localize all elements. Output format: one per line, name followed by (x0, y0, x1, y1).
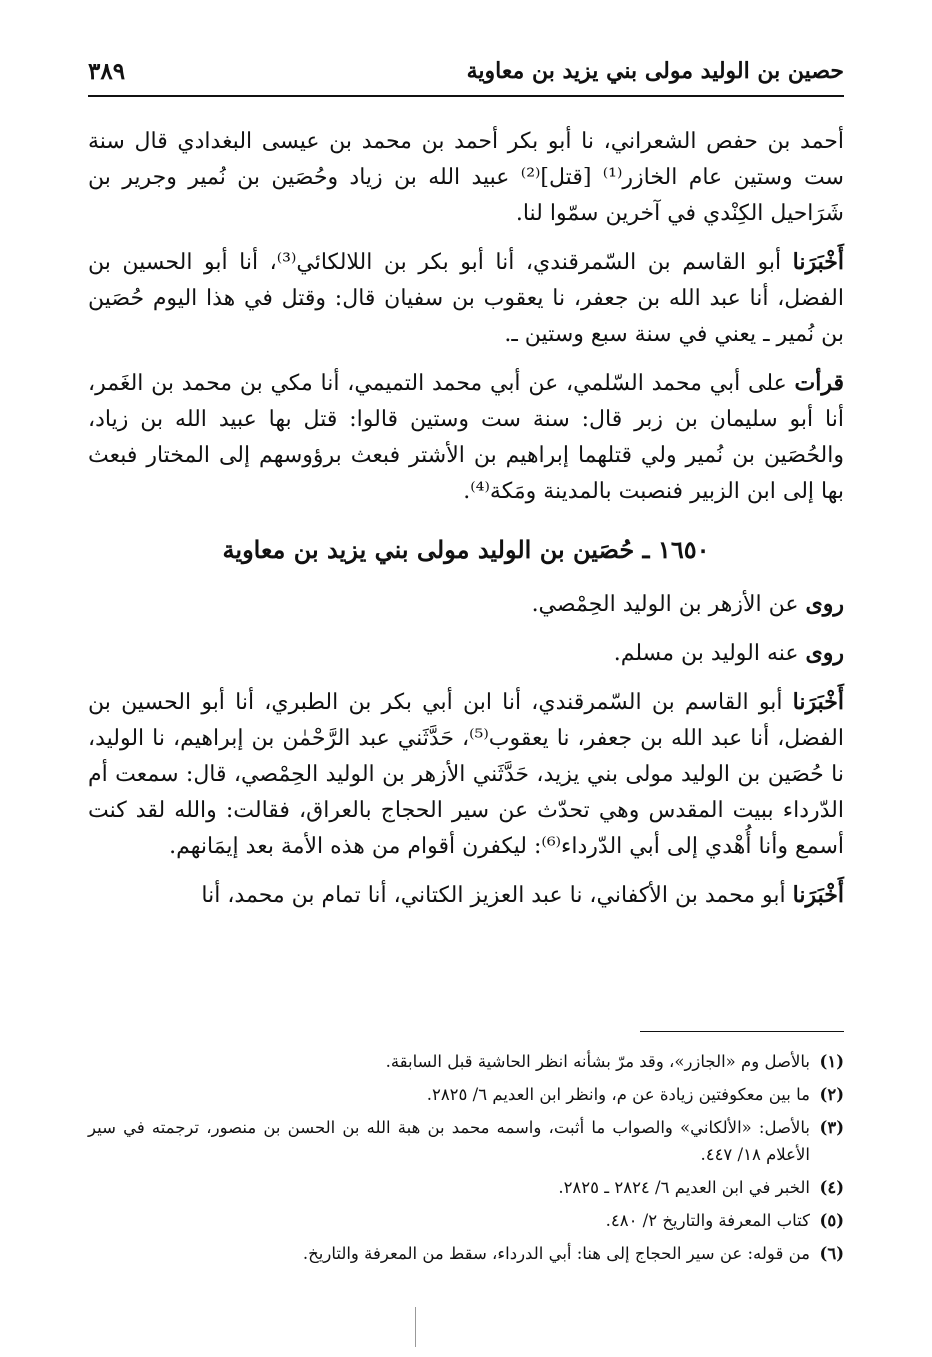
paragraph-1 (88, 124, 844, 232)
paragraph-7-lead: أَخْبَرَنا (792, 882, 844, 908)
paragraph-7-text: أبو محمد بن الأكفاني، نا عبد العزيز الكتاني، أنا تمام بن محمد، أنا (201, 883, 786, 908)
footnote-text: بالأصل وم «الجازر»، وقد مرّ بشأنه انظر الحاشية قبل السابقة. (385, 1052, 810, 1071)
paragraph-7 (88, 877, 844, 914)
footnote-text: كتاب المعرفة والتاريخ ٢/ ٤٨٠. (605, 1211, 810, 1230)
footnote-text: ما بين معكوفتين زيادة عن م، وانظر ابن العديم ٦/ ٢٨٢٥. (426, 1085, 810, 1104)
footnote-4 (88, 1174, 844, 1201)
paragraph-3-text: على أبي محمد السّلمي، عن أبي محمد التميمي، أنا مكي بن محمد بن الغَمر، أنا أبو سليمان بن زبر قال: سنة ست وستين قالوا: قتل بها عبيد الله بن زياد، والحُصَين بن نُمير ولي قتلهما إبراهيم بن الأشتر فبعث برؤوسهم إلى المختار فبعث بها إلى ابن الزبير فنصبت بالمدينة ومَكة⁽⁴⁾. (88, 371, 844, 504)
footnote-text: بالأصل: «الألكاني» والصواب ما أثبت، واسمه محمد بن هبة الله بن الحسن بن منصور، ترجمته في سير الأعلام ١٨/ ٤٤٧. (88, 1118, 810, 1164)
running-title: حصين بن الوليد مولى بني يزيد بن معاوية (466, 58, 844, 84)
paragraph-5-text: عنه الوليد بن مسلم. (613, 641, 799, 666)
paragraph-4 (88, 586, 844, 623)
paragraph-5 (88, 635, 844, 672)
page-crease (415, 1307, 416, 1347)
footnote-text: من قوله: عن سير الحجاج إلى هنا: أبي الدرداء، سقط من المعرفة والتاريخ. (302, 1244, 810, 1263)
paragraph-6 (88, 684, 844, 865)
footnote-number: (٤) (819, 1178, 844, 1197)
footnote-text: الخبر في ابن العديم ٦/ ٢٨٢٤ ـ ٢٨٢٥. (558, 1178, 810, 1197)
footnote-5 (88, 1207, 844, 1234)
page-number: ٣٨٩ (88, 58, 126, 85)
footnote-number: (٢) (819, 1085, 844, 1104)
footnote-3 (88, 1114, 844, 1168)
paragraph-5-lead: روى (805, 640, 844, 666)
paragraph-6-text: أبو القاسم بن السّمرقندي، أنا ابن أبي بكر بن الطبري، أنا أبو الحسين بن الفضل، أنا عبد الله بن جعفر، نا يعقوب⁽⁵⁾، حَدَّثَني عبد الرَّحْمٰن بن إبراهيم، نا الوليد، نا حُصَين بن الوليد مولى بني يزيد، حَدَّثَني الأزهر بن الوليد الحِمْصي، قال: سمعت أم الدّرداء ببيت المقدس وهي تحدّث عن سير الحجاج بالعراق، فقالت: والله لقد كنت أسمع وأنا أُهْدي إلى أبي الدّرداء⁽⁶⁾: ليكفرن أقوام من هذه الأمة بعد إيمَانهم. (88, 690, 844, 859)
paragraph-6-lead: أَخْبَرَنا (792, 689, 844, 715)
footnote-1 (88, 1048, 844, 1075)
paragraph-1-text: أحمد بن حفص الشعراني، نا أبو بكر أحمد بن محمد بن عيسى البغدادي قال سنة ست وستين عام الخازر⁽¹⁾ [قتل]⁽²⁾ عبيد الله بن زياد وحُصَين بن نُمير وجرير بن شَرَاحيل الكِنْدي في آخرين سمّوا لنا. (88, 129, 844, 226)
paragraph-2-lead: أَخْبَرَنا (792, 249, 844, 275)
footnote-6 (88, 1240, 844, 1267)
paragraph-3 (88, 365, 844, 510)
footnotes (88, 1048, 844, 1273)
footnote-number: (١) (819, 1052, 844, 1071)
paragraph-3-lead: قرأت (794, 370, 844, 396)
paragraph-4-text: عن الأزهر بن الوليد الحِمْصي. (531, 592, 799, 617)
footnote-number: (٦) (819, 1244, 844, 1263)
footnote-number: (٥) (819, 1211, 844, 1230)
footnote-2 (88, 1081, 844, 1108)
footnote-number: (٣) (819, 1118, 844, 1137)
entry-heading: ١٦٥٠ ـ حُصَين بن الوليد مولى بني يزيد بن معاوية (222, 535, 710, 564)
paragraph-4-lead: روى (805, 591, 844, 617)
footnote-rule (640, 1031, 844, 1032)
paragraph-2-text: أبو القاسم بن السّمرقندي، أنا أبو بكر بن اللالكائي⁽³⁾، أنا أبو الحسين بن الفضل، أنا عبد الله بن جعفر، نا يعقوب بن سفيان قال: وقتل في هذا اليوم حُصَين بن نُمير ـ يعني في سنة سبع وستين ـ. (88, 250, 844, 347)
header-rule (88, 95, 844, 97)
paragraph-2 (88, 244, 844, 353)
page-header (88, 58, 844, 96)
main-text (88, 124, 844, 914)
